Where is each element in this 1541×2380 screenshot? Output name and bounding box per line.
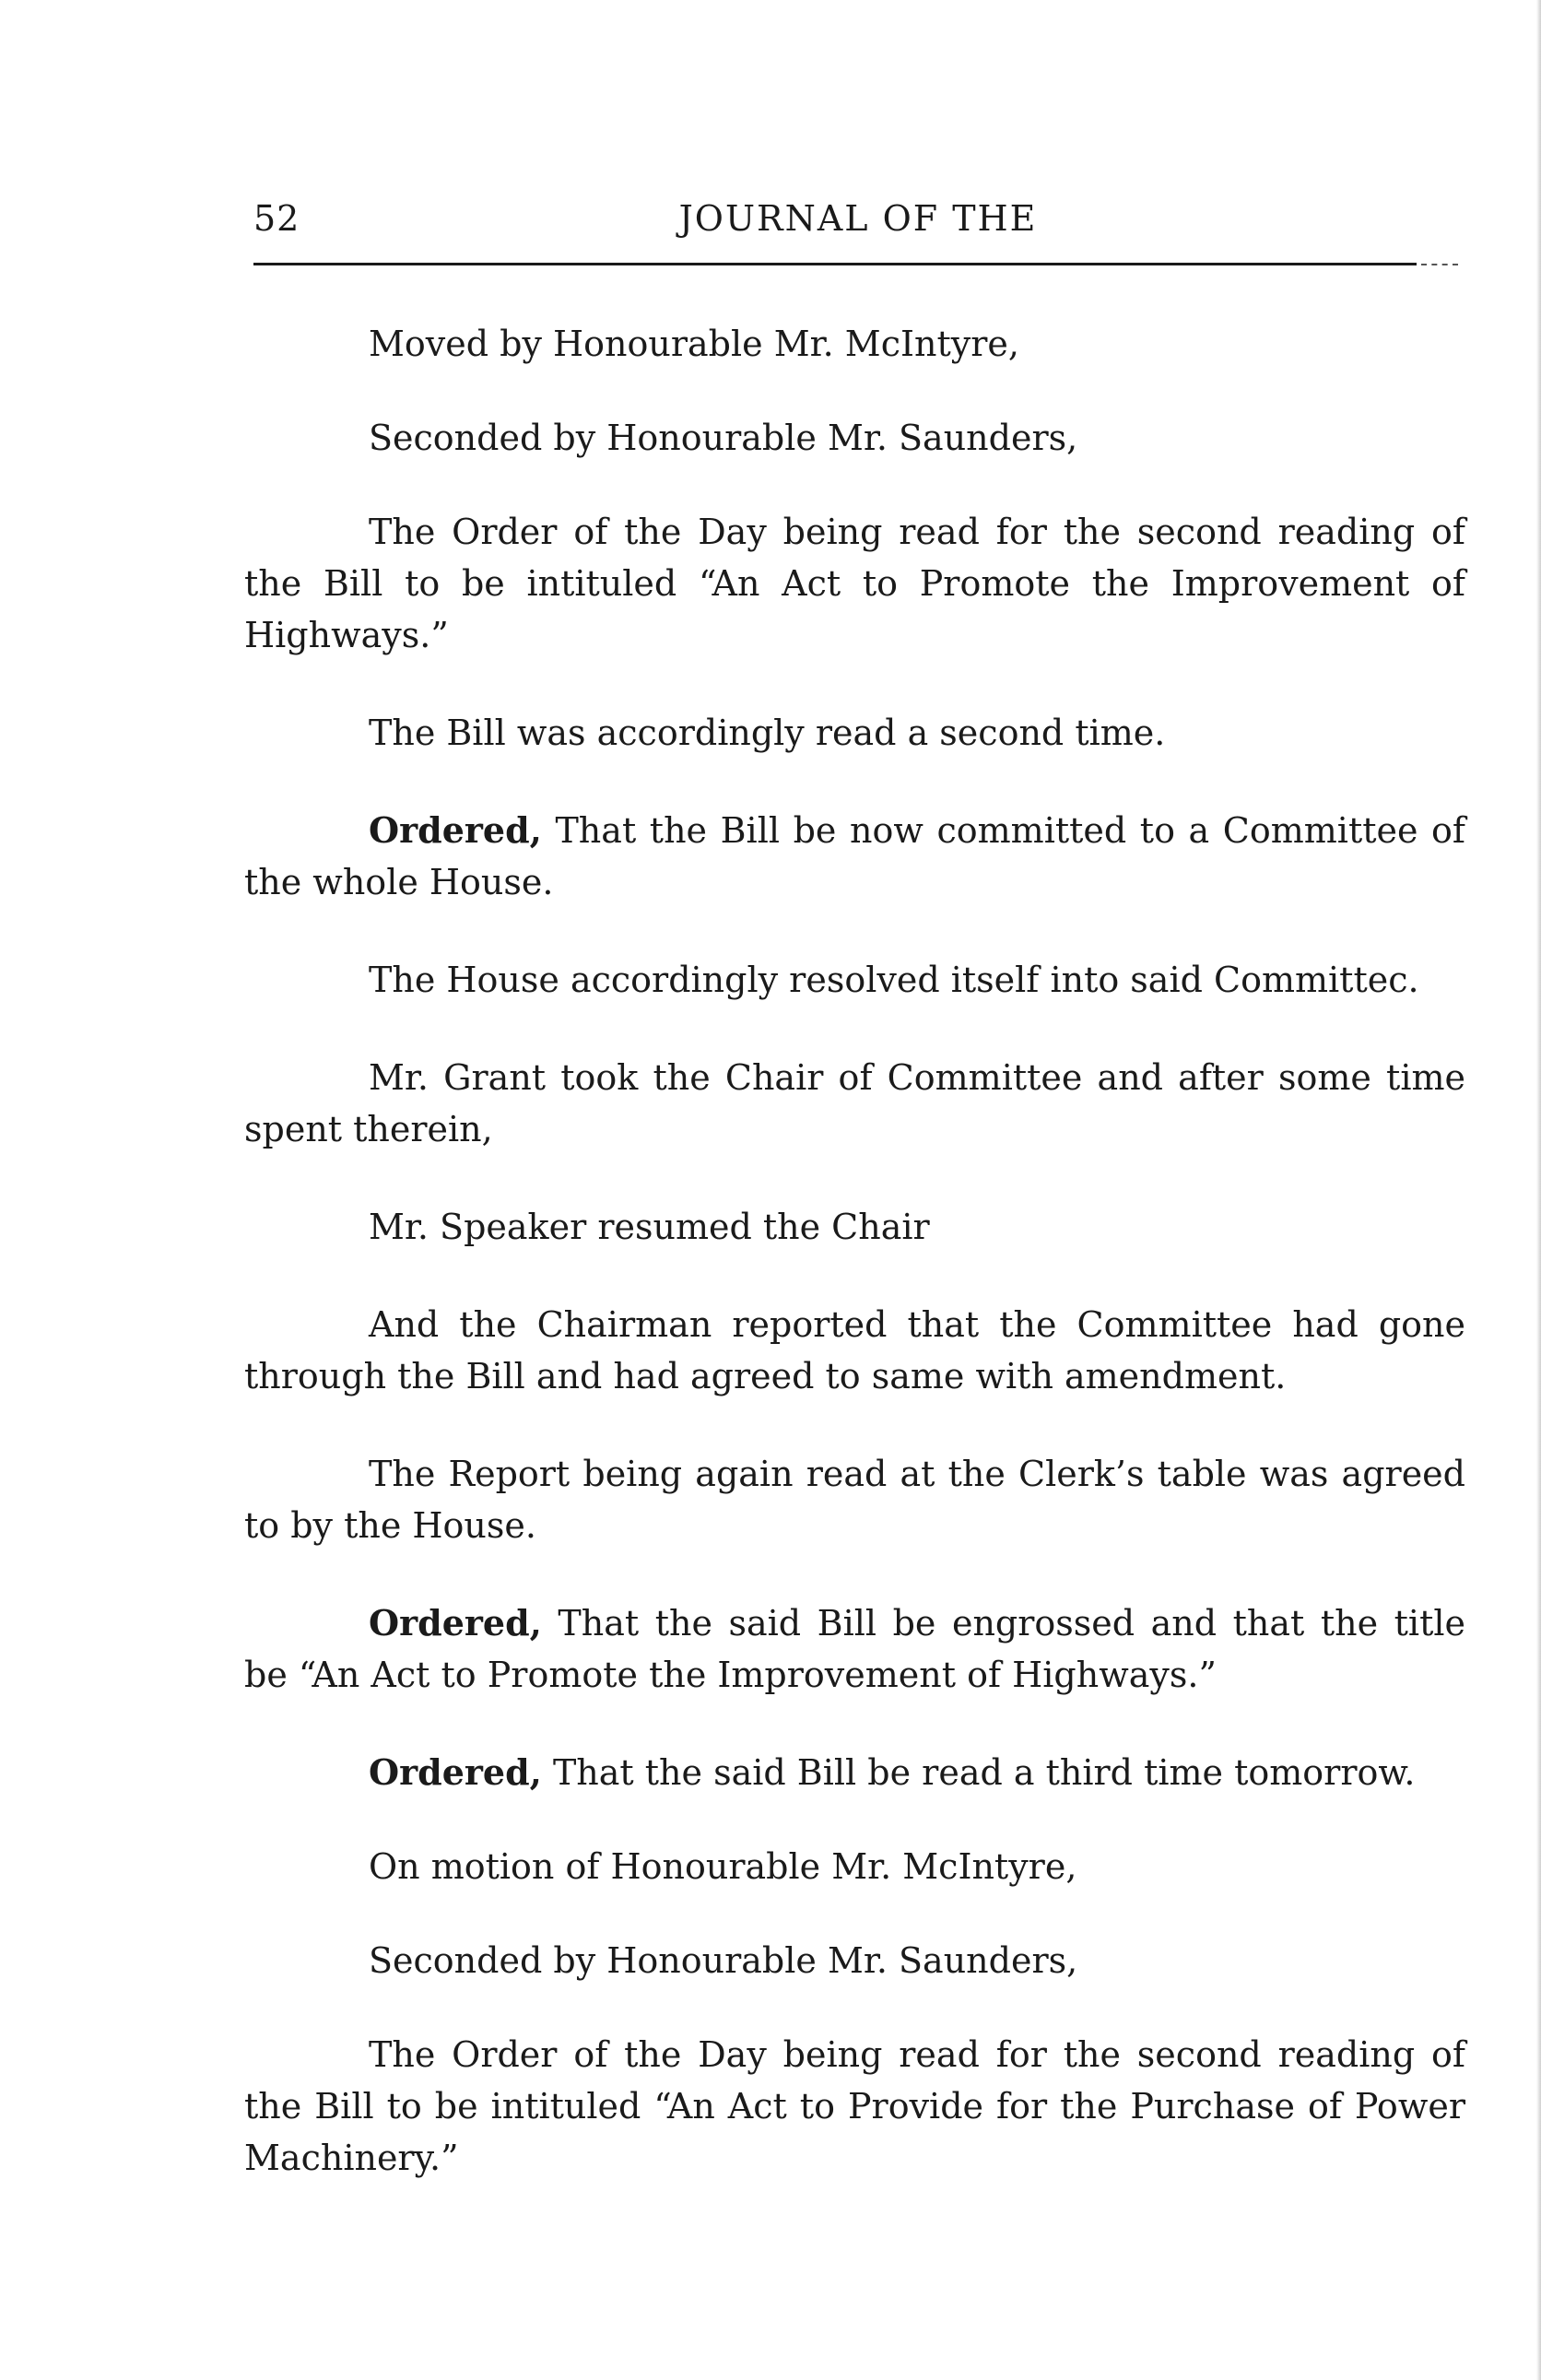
ordered-lead: Ordered, xyxy=(369,1751,542,1793)
motion-seconder-2: Seconded by Honourable Mr. Saunders, xyxy=(369,1940,1078,1981)
running-head: JOURNAL OF THE xyxy=(678,198,1038,239)
house-resolved-paragraph: The House accordingly resolved itself into said Committec. xyxy=(369,960,1419,1000)
motion-mover: Moved by Honourable Mr. McIntyre, xyxy=(369,324,1019,364)
ordered-engrossed-paragraph: Ordered, That the said Bill be engrossed and that the title be “An Act to Promote the Improvement of Highways.” xyxy=(244,1602,1465,1695)
speaker-resumed-paragraph: Mr. Speaker resumed the Chair xyxy=(369,1207,930,1247)
ordered-lead: Ordered, xyxy=(369,809,542,851)
chairman-report-paragraph: And the Chairman reported that the Committee had gone through the Bill and had agreed to same with amendment. xyxy=(244,1304,1465,1396)
ordered-committee-paragraph: Ordered, That the Bill be now committed to a Committee of the whole House. xyxy=(244,809,1465,902)
page-edge-shadow xyxy=(1536,0,1541,2380)
header-rule-tail xyxy=(1421,264,1458,265)
report-agreed-paragraph: The Report being again read at the Clerk’s table was agreed to by the House. xyxy=(244,1454,1465,1546)
order-of-day-paragraph: The Order of the Day being read for the second reading of the Bill to be intituled “An Act to Promote the Improvement of Highways.” xyxy=(244,512,1465,655)
motion-seconder: Seconded by Honourable Mr. Saunders, xyxy=(369,418,1078,458)
page-header xyxy=(253,198,1463,253)
motion-mover-2: On motion of Honourable Mr. McIntyre, xyxy=(369,1846,1077,1887)
journal-body xyxy=(244,318,1465,2184)
chair-of-committee-paragraph: Mr. Grant took the Chair of Committee and after some time spent therein, xyxy=(244,1057,1465,1149)
ordered-lead: Ordered, xyxy=(369,1602,542,1644)
order-of-day-paragraph-2: The Order of the Day being read for the second reading of the Bill to be intituled “An Act to Provide for the Purchase of Power Machinery.” xyxy=(244,2034,1465,2178)
ordered-third-reading-paragraph: Ordered, That the said Bill be read a third time tomorrow. xyxy=(369,1751,1416,1793)
page-number: 52 xyxy=(253,198,300,239)
header-rule xyxy=(253,263,1417,265)
second-reading-paragraph: The Bill was accordingly read a second time. xyxy=(369,713,1166,753)
